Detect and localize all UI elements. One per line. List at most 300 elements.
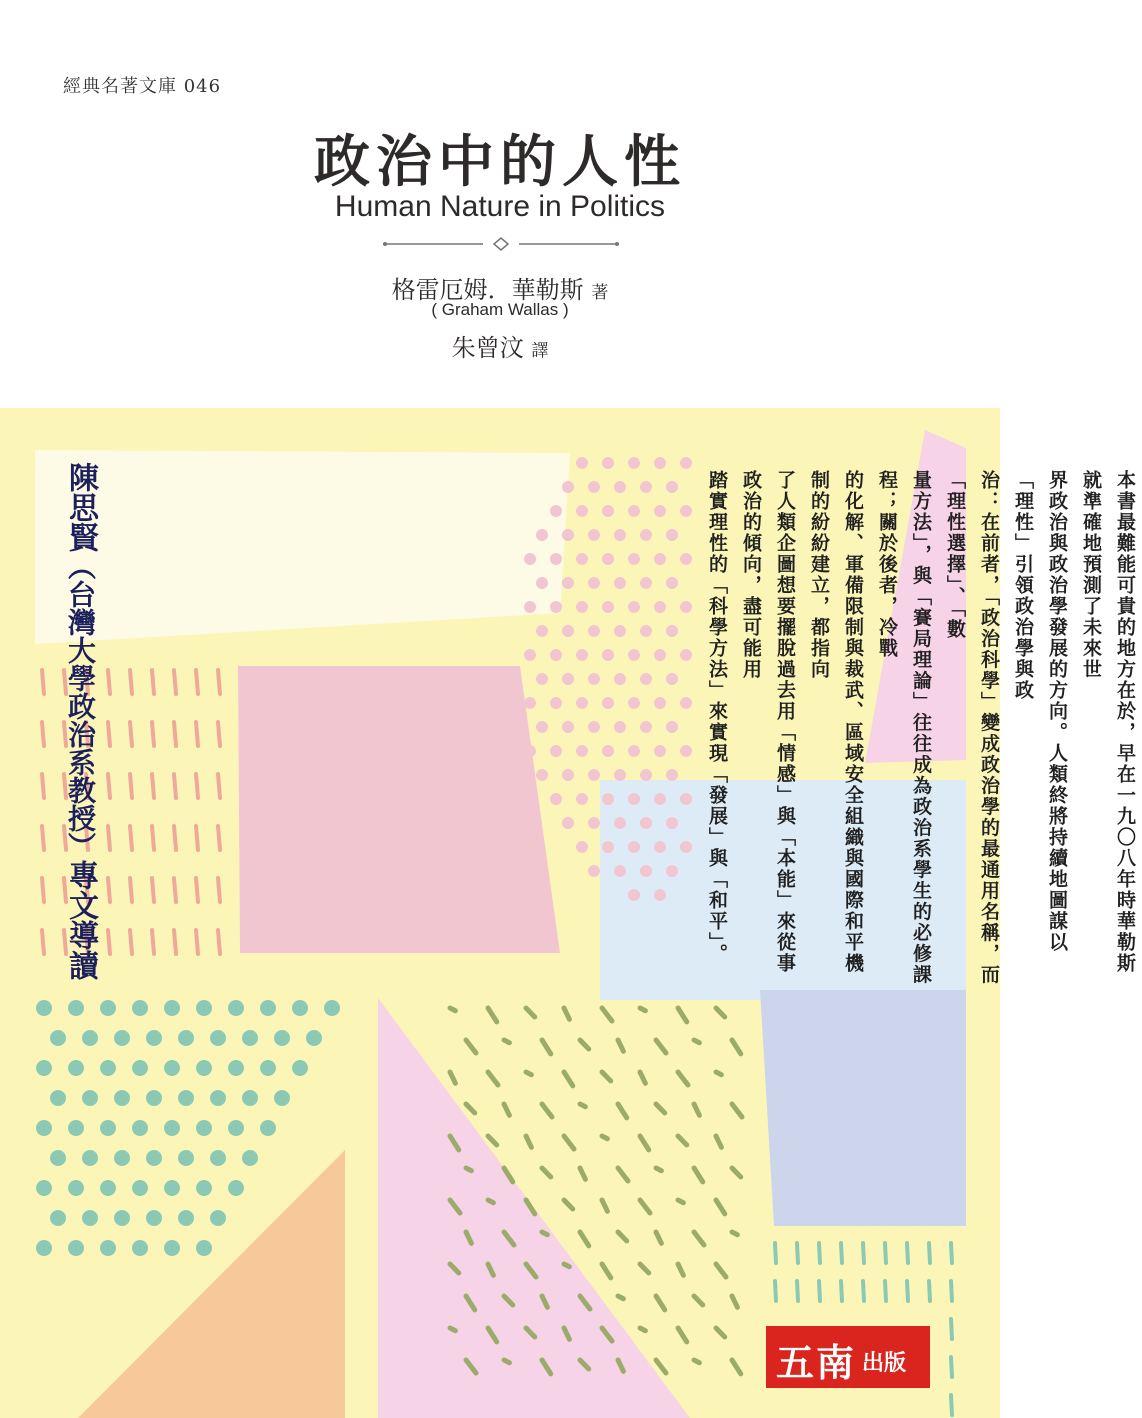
pattern-dot bbox=[666, 817, 678, 829]
pattern-dash bbox=[694, 1040, 699, 1043]
pattern-dot bbox=[680, 553, 692, 565]
pattern-dash bbox=[196, 878, 198, 902]
pattern-dot bbox=[680, 505, 692, 517]
pattern-dash bbox=[174, 774, 176, 798]
pattern-dash bbox=[797, 1281, 798, 1301]
pattern-dash bbox=[218, 930, 220, 954]
pattern-dot bbox=[114, 1090, 130, 1106]
pattern-dot bbox=[562, 817, 574, 829]
pattern-dash bbox=[450, 1328, 455, 1331]
pattern-dash bbox=[694, 1360, 699, 1363]
pattern-dash bbox=[108, 930, 110, 954]
pattern-dot bbox=[562, 577, 574, 589]
pattern-dot bbox=[324, 1000, 340, 1016]
pattern-dash bbox=[152, 722, 154, 746]
pattern-dot bbox=[562, 529, 574, 541]
pattern-dot bbox=[654, 601, 666, 613]
pattern-dot bbox=[536, 529, 548, 541]
pattern-dot bbox=[550, 745, 562, 757]
pattern-dot bbox=[196, 1180, 212, 1196]
pattern-dot bbox=[132, 1000, 148, 1016]
pattern-dot bbox=[82, 1090, 98, 1106]
pattern-dash bbox=[42, 774, 44, 798]
pattern-dash bbox=[450, 1008, 455, 1011]
pattern-dot bbox=[114, 1150, 130, 1166]
pattern-dash bbox=[504, 1040, 509, 1043]
pattern-dot bbox=[132, 1060, 148, 1076]
pattern-dash bbox=[196, 930, 198, 954]
pattern-dash bbox=[130, 826, 132, 850]
pattern-dot bbox=[274, 1090, 290, 1106]
pattern-dash bbox=[152, 930, 154, 954]
pattern-dash bbox=[656, 1360, 666, 1373]
pattern-dot bbox=[628, 889, 640, 901]
pattern-dot bbox=[614, 721, 626, 733]
pattern-dash bbox=[602, 1136, 607, 1139]
author-name-en: ( Graham Wallas ) bbox=[431, 300, 569, 319]
pattern-dash bbox=[797, 1243, 798, 1263]
pattern-dash bbox=[152, 826, 154, 850]
pattern-dash bbox=[656, 1040, 666, 1053]
pattern-dot bbox=[628, 457, 640, 469]
pattern-dash bbox=[466, 1040, 476, 1053]
pattern-dot bbox=[550, 505, 562, 517]
pattern-dash bbox=[951, 1281, 952, 1301]
pink-square-shape bbox=[238, 666, 560, 953]
pattern-dash bbox=[694, 1232, 704, 1245]
pattern-dot bbox=[640, 865, 652, 877]
cream-panel-shape bbox=[35, 450, 570, 644]
title-divider bbox=[383, 238, 619, 250]
pattern-dot bbox=[228, 1000, 244, 1016]
pattern-dash bbox=[564, 1072, 573, 1086]
pattern-dot bbox=[666, 577, 678, 589]
pattern-dash bbox=[196, 722, 198, 746]
pattern-dash bbox=[732, 1168, 741, 1177]
pattern-dot bbox=[178, 1150, 194, 1166]
pattern-dot bbox=[178, 1030, 194, 1046]
pattern-dot bbox=[654, 553, 666, 565]
pattern-dot bbox=[100, 1120, 116, 1136]
pattern-dash bbox=[640, 1136, 649, 1150]
pattern-dash bbox=[488, 1072, 498, 1085]
pattern-dot bbox=[614, 577, 626, 589]
pattern-dash bbox=[716, 1136, 721, 1147]
pattern-dot bbox=[550, 649, 562, 661]
pattern-dot bbox=[666, 481, 678, 493]
pattern-dot bbox=[602, 793, 614, 805]
translator-name: 朱曾汶 bbox=[451, 334, 524, 362]
pattern-dash bbox=[863, 1281, 864, 1301]
pattern-dot bbox=[628, 745, 640, 757]
pattern-dash bbox=[819, 1281, 820, 1301]
pattern-dot bbox=[562, 481, 574, 493]
pattern-dot bbox=[588, 529, 600, 541]
pattern-dash bbox=[152, 774, 154, 798]
pattern-dash bbox=[152, 670, 154, 694]
pattern-dot bbox=[640, 481, 652, 493]
pattern-dot bbox=[132, 1120, 148, 1136]
pattern-dot bbox=[614, 673, 626, 685]
pattern-dot bbox=[36, 1060, 52, 1076]
pattern-dash bbox=[951, 1319, 952, 1339]
pattern-dot bbox=[68, 1060, 84, 1076]
pattern-dot bbox=[210, 1030, 226, 1046]
pattern-dot bbox=[36, 1120, 52, 1136]
pattern-dash bbox=[907, 1243, 908, 1263]
pattern-dash bbox=[466, 1168, 471, 1171]
pattern-dash bbox=[130, 722, 132, 746]
pattern-dot bbox=[628, 601, 640, 613]
pattern-dot bbox=[602, 505, 614, 517]
pattern-dot bbox=[666, 625, 678, 637]
pattern-dot bbox=[562, 721, 574, 733]
intro-name: 陳思賢 bbox=[63, 462, 98, 552]
pattern-dash bbox=[640, 1264, 649, 1273]
pattern-dot bbox=[666, 673, 678, 685]
pattern-dot bbox=[50, 1030, 66, 1046]
pattern-dot bbox=[588, 817, 600, 829]
pattern-dot bbox=[260, 1060, 276, 1076]
pattern-dot bbox=[36, 1000, 52, 1016]
pattern-dot bbox=[228, 1060, 244, 1076]
pattern-dash bbox=[907, 1281, 908, 1301]
pattern-dot bbox=[680, 457, 692, 469]
pattern-dash bbox=[130, 930, 132, 954]
pattern-dot bbox=[562, 673, 574, 685]
pattern-dot bbox=[164, 1000, 180, 1016]
pattern-dash bbox=[618, 1168, 628, 1181]
pattern-dot bbox=[146, 1150, 162, 1166]
pattern-dash bbox=[450, 1072, 455, 1083]
pattern-dot bbox=[146, 1090, 162, 1106]
pattern-dash bbox=[542, 1168, 551, 1177]
pattern-dot bbox=[536, 577, 548, 589]
intro-affiliation: （台灣大學政治系教授） bbox=[64, 552, 97, 860]
pattern-dot bbox=[210, 1150, 226, 1166]
pattern-dash bbox=[841, 1281, 842, 1301]
pattern-dot bbox=[576, 793, 588, 805]
pattern-dot bbox=[576, 457, 588, 469]
pattern-dash bbox=[526, 1008, 535, 1017]
pattern-dash bbox=[678, 1328, 687, 1342]
book-title: 政治中的人性 bbox=[314, 129, 686, 195]
pattern-dot bbox=[524, 649, 536, 661]
pattern-dot bbox=[562, 625, 574, 637]
pattern-dash bbox=[951, 1357, 952, 1377]
pattern-dash bbox=[108, 670, 110, 694]
pattern-dot bbox=[196, 1240, 212, 1256]
pattern-dot bbox=[576, 841, 588, 853]
pattern-dot bbox=[602, 841, 614, 853]
pattern-dash bbox=[885, 1281, 886, 1301]
pattern-dash bbox=[218, 722, 220, 746]
pattern-dash bbox=[130, 774, 132, 798]
pattern-dash bbox=[196, 670, 198, 694]
pattern-dash bbox=[504, 1104, 509, 1115]
pattern-dot bbox=[614, 529, 626, 541]
pattern-dot bbox=[614, 625, 626, 637]
publisher-suffix: 出版 bbox=[862, 1350, 907, 1376]
pattern-dash bbox=[564, 1136, 574, 1149]
pattern-dash bbox=[196, 774, 198, 798]
pattern-dot bbox=[306, 1030, 322, 1046]
pattern-dash bbox=[488, 1008, 497, 1022]
pattern-dot bbox=[614, 481, 626, 493]
blurb-line: 界政治與政治學發展的方向。人類終將持續地圖謀以「理性」引領政治學與政 bbox=[1012, 470, 1068, 953]
pattern-dot bbox=[640, 817, 652, 829]
pattern-dot bbox=[576, 601, 588, 613]
pattern-dot bbox=[588, 577, 600, 589]
pattern-dot bbox=[36, 1180, 52, 1196]
pattern-dot bbox=[100, 1060, 116, 1076]
pattern-dot bbox=[260, 1000, 276, 1016]
pattern-dot bbox=[536, 625, 548, 637]
pattern-dash bbox=[640, 1200, 650, 1213]
pattern-dot bbox=[196, 1120, 212, 1136]
pattern-dot bbox=[654, 457, 666, 469]
pattern-dash bbox=[819, 1243, 820, 1263]
pattern-dash bbox=[42, 930, 44, 954]
pattern-dash bbox=[694, 1104, 699, 1115]
pattern-dash bbox=[130, 670, 132, 694]
pattern-dot bbox=[164, 1180, 180, 1196]
pattern-dash bbox=[580, 1168, 585, 1179]
pattern-dot bbox=[666, 865, 678, 877]
pattern-dot bbox=[588, 481, 600, 493]
pattern-dot bbox=[68, 1000, 84, 1016]
pattern-dash bbox=[618, 1296, 623, 1299]
pattern-dash bbox=[841, 1243, 842, 1263]
pattern-dot bbox=[228, 1180, 244, 1196]
pattern-dash bbox=[929, 1243, 930, 1263]
pattern-dot bbox=[640, 529, 652, 541]
pattern-dash bbox=[580, 1040, 589, 1049]
pattern-dash bbox=[640, 1008, 645, 1011]
book-subtitle: Human Nature in Politics bbox=[334, 190, 666, 223]
pattern-dot bbox=[628, 649, 640, 661]
pattern-dot bbox=[680, 697, 692, 709]
translator-line bbox=[0, 328, 1000, 363]
pattern-dot bbox=[588, 769, 600, 781]
pattern-dash bbox=[196, 826, 198, 850]
pattern-dot bbox=[602, 457, 614, 469]
pattern-dot bbox=[100, 1180, 116, 1196]
pattern-dash bbox=[564, 1264, 569, 1267]
pattern-dot bbox=[680, 649, 692, 661]
pattern-dot bbox=[614, 769, 626, 781]
pattern-dash bbox=[580, 1232, 589, 1246]
pattern-dot bbox=[628, 697, 640, 709]
pattern-dot bbox=[614, 865, 626, 877]
pattern-dot bbox=[602, 745, 614, 757]
pattern-dot bbox=[640, 625, 652, 637]
pattern-dash bbox=[678, 1008, 687, 1022]
pattern-dot bbox=[654, 697, 666, 709]
pattern-dash bbox=[775, 1243, 776, 1263]
pattern-dot bbox=[640, 673, 652, 685]
pattern-dash bbox=[218, 670, 220, 694]
pattern-dot bbox=[654, 649, 666, 661]
pattern-dot bbox=[666, 769, 678, 781]
pattern-dash bbox=[640, 1072, 645, 1083]
pattern-dash bbox=[542, 1232, 547, 1235]
pattern-dot bbox=[146, 1210, 162, 1226]
pattern-dot bbox=[680, 745, 692, 757]
pattern-dash bbox=[732, 1104, 742, 1117]
pattern-dash bbox=[732, 1360, 741, 1374]
pattern-dot bbox=[602, 697, 614, 709]
pattern-dash bbox=[951, 1243, 952, 1263]
pattern-dash bbox=[488, 1136, 497, 1145]
pattern-dash bbox=[174, 722, 176, 746]
pattern-dot bbox=[196, 1060, 212, 1076]
translator-role: 譯 bbox=[531, 341, 549, 361]
pattern-dot bbox=[666, 529, 678, 541]
pattern-dash bbox=[488, 1200, 493, 1203]
pattern-dot bbox=[602, 553, 614, 565]
pattern-dot bbox=[640, 721, 652, 733]
pattern-dot bbox=[114, 1210, 130, 1226]
pattern-dash bbox=[526, 1136, 531, 1147]
pattern-dot bbox=[536, 721, 548, 733]
pattern-dash bbox=[694, 1168, 703, 1182]
pattern-dot bbox=[640, 769, 652, 781]
pattern-dot bbox=[576, 505, 588, 517]
pattern-dot bbox=[576, 553, 588, 565]
pattern-dash bbox=[580, 1104, 585, 1107]
pattern-dot bbox=[524, 553, 536, 565]
pattern-dash bbox=[716, 1328, 725, 1337]
pattern-dot bbox=[666, 721, 678, 733]
pattern-dash bbox=[618, 1232, 627, 1241]
pattern-dash bbox=[716, 1008, 725, 1017]
blurb-text bbox=[700, 470, 1142, 990]
pattern-dot bbox=[576, 745, 588, 757]
pattern-dot bbox=[82, 1150, 98, 1166]
pattern-dot bbox=[524, 697, 536, 709]
pattern-dash bbox=[108, 722, 110, 746]
pattern-dot bbox=[588, 865, 600, 877]
pattern-dot bbox=[178, 1210, 194, 1226]
pattern-dot bbox=[274, 1030, 290, 1046]
pattern-dot bbox=[654, 745, 666, 757]
pattern-dash bbox=[108, 774, 110, 798]
pattern-dot bbox=[536, 769, 548, 781]
pattern-dash bbox=[716, 1200, 725, 1214]
pattern-dash bbox=[656, 1296, 665, 1310]
pattern-dot bbox=[680, 841, 692, 853]
pattern-dash bbox=[618, 1040, 623, 1051]
pattern-dot bbox=[602, 649, 614, 661]
pattern-dot bbox=[562, 769, 574, 781]
pattern-dot bbox=[654, 793, 666, 805]
blurb-line: 踏實理性的「科學方法」來實現「發展」與「和平」。 bbox=[706, 470, 728, 965]
pattern-dash bbox=[732, 1040, 741, 1054]
pattern-dash bbox=[218, 774, 220, 798]
author-name: 格雷厄姆．華勒斯 bbox=[391, 276, 584, 304]
pattern-dash bbox=[42, 826, 44, 850]
pattern-dot bbox=[602, 601, 614, 613]
publisher-name: 五南 bbox=[776, 1340, 857, 1385]
pattern-dot bbox=[292, 1060, 308, 1076]
pattern-dot bbox=[36, 1240, 52, 1256]
pattern-dash bbox=[732, 1296, 737, 1307]
pattern-dot bbox=[260, 1120, 276, 1136]
publisher-logo bbox=[766, 1326, 930, 1388]
pattern-dash bbox=[602, 1200, 607, 1211]
pattern-dot bbox=[536, 673, 548, 685]
pattern-dot bbox=[50, 1090, 66, 1106]
pattern-dot bbox=[550, 601, 562, 613]
pattern-dash bbox=[732, 1232, 737, 1235]
pattern-dot bbox=[654, 505, 666, 517]
pattern-dot bbox=[292, 1000, 308, 1016]
pattern-dash bbox=[152, 878, 154, 902]
pattern-dot bbox=[242, 1090, 258, 1106]
pattern-dot bbox=[640, 577, 652, 589]
pattern-dash bbox=[174, 930, 176, 954]
pattern-dot bbox=[82, 1030, 98, 1046]
pattern-dot bbox=[82, 1210, 98, 1226]
pattern-dash bbox=[716, 1264, 726, 1277]
pattern-dash bbox=[656, 1168, 661, 1171]
pattern-dot bbox=[576, 697, 588, 709]
pattern-dot bbox=[628, 505, 640, 517]
pattern-dot bbox=[550, 697, 562, 709]
series-label: 經典名著文庫 046 bbox=[63, 76, 222, 97]
pattern-dot bbox=[628, 793, 640, 805]
pattern-dash bbox=[108, 878, 110, 902]
pattern-dot bbox=[178, 1090, 194, 1106]
pattern-dash bbox=[885, 1243, 886, 1263]
pattern-dash bbox=[929, 1281, 930, 1301]
pattern-dash bbox=[602, 1072, 611, 1081]
pattern-dash bbox=[656, 1104, 665, 1113]
pattern-dash bbox=[640, 1328, 645, 1331]
pattern-dot bbox=[524, 601, 536, 613]
pattern-dot bbox=[164, 1240, 180, 1256]
pattern-dash bbox=[42, 878, 44, 902]
pattern-dot bbox=[146, 1030, 162, 1046]
blurb-line: 治：在前者，「政治科學」變成政治學的最通用名稱，而「理性選擇」、「數 bbox=[944, 470, 1000, 986]
pattern-dash bbox=[775, 1281, 776, 1301]
pattern-dash bbox=[716, 1072, 721, 1075]
pattern-dot bbox=[100, 1240, 116, 1256]
pattern-dash bbox=[108, 826, 110, 850]
pattern-dash bbox=[678, 1264, 683, 1275]
pattern-dash bbox=[174, 826, 176, 850]
intro-note: 專文導讀 bbox=[63, 860, 98, 980]
pattern-dot bbox=[680, 601, 692, 613]
pattern-dash bbox=[678, 1136, 687, 1145]
pattern-dot bbox=[210, 1210, 226, 1226]
pattern-dash bbox=[564, 1200, 573, 1209]
pattern-dash bbox=[526, 1072, 531, 1075]
pattern-dot bbox=[628, 841, 640, 853]
pattern-dot bbox=[132, 1240, 148, 1256]
pattern-dash bbox=[504, 1360, 509, 1363]
pattern-dash bbox=[602, 1008, 612, 1021]
pattern-dash bbox=[678, 1200, 683, 1203]
pattern-dot bbox=[100, 1000, 116, 1016]
pattern-dot bbox=[242, 1150, 258, 1166]
author-role: 著 bbox=[591, 283, 609, 303]
pattern-dash bbox=[863, 1243, 864, 1263]
pattern-dot bbox=[68, 1120, 84, 1136]
pattern-dot bbox=[550, 553, 562, 565]
pattern-dash bbox=[174, 670, 176, 694]
